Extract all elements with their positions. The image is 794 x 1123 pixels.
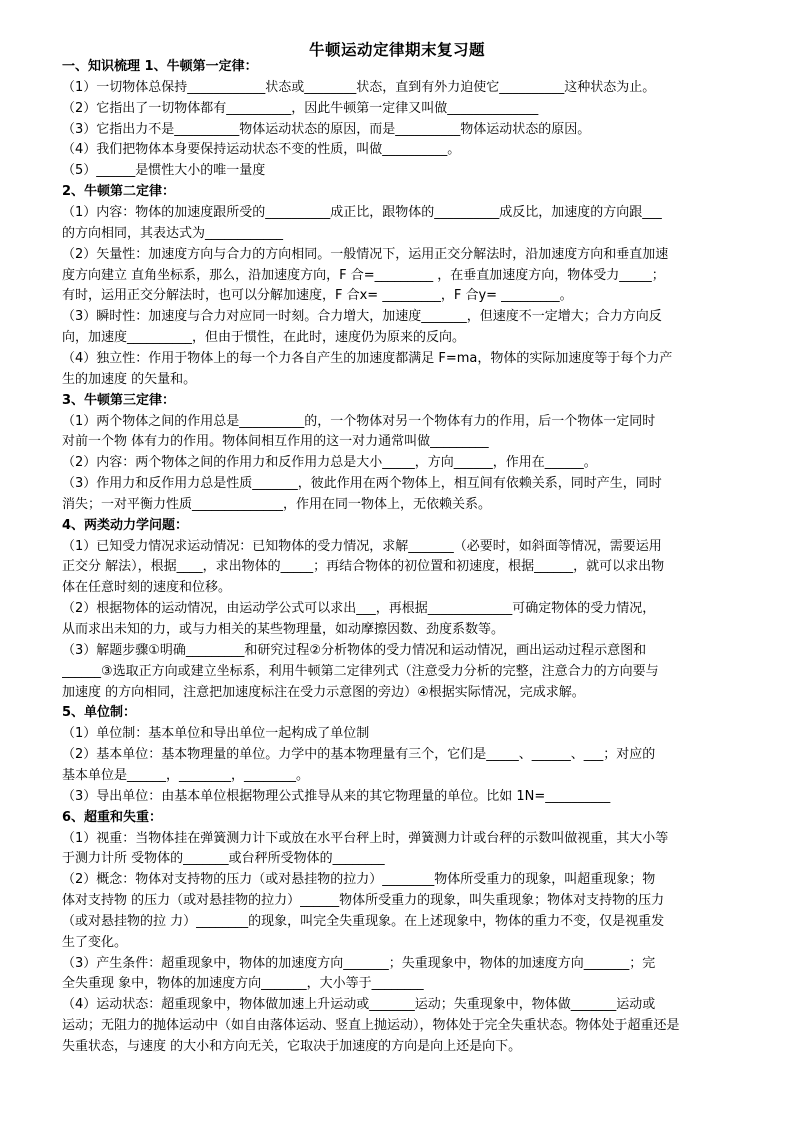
text-line: 对前一个物 体有力的作用。物体间相互作用的这一对力通常叫做_________ [62, 434, 489, 450]
text-line: （4）运动状态：超重现象中，物体做加速上升运动或_______运动；失重现象中，物体做_______运动或 [62, 997, 656, 1013]
text-line: 运动；无阻力的抛体运动中（如自由落体运动、竖直上抛运动），物体处于完全失重状态。物体处于超重还是 [62, 1018, 680, 1034]
text-line: （2）矢量性：加速度方向与合力的方向相同。一般情况下，运用正交分解法时，沿加速度方向和垂直加速 [62, 246, 669, 262]
text-line: 从而求出未知的力，或与力相关的某些物理量，如动摩擦因数、劲度系数等。 [62, 622, 505, 637]
text-line: 生的加速度 的矢量和。 [62, 371, 197, 387]
section-heading: 2、牛顿第二定律： [62, 184, 176, 200]
text-line: （2）概念：物体对支持物的压力（或对悬挂物的拉力）________物体所受重力的现象，叫超重现象；物 [62, 872, 656, 888]
text-line: 体在任意时刻的速度和位移。 [62, 580, 232, 596]
text-line: （4）我们把物体本身要保持运动状态不变的性质，叫做__________。 [62, 142, 461, 158]
section-heading: 一、知识梳理 1、牛顿第一定律： [62, 59, 258, 74]
text-line: （3）导出单位：由基本单位根据物理公式推导从来的其它物理量的单位。比如 1N=__________ [62, 788, 611, 804]
text-line: 度方向建立 直角坐标系，那么，沿加速度方向，F 合=_________ ，在垂直加速度方向，物体受力_____； [62, 267, 665, 283]
text-line: （1）视重：当物体挂在弹簧测力计下或放在水平台秤上时，弹簧测力计或台秤的示数叫做视重，其大小等 [62, 830, 669, 846]
section-heading: 4、两类动力学问题： [62, 517, 189, 533]
text-line: （1）内容：物体的加速度跟所受的__________成正比，跟物体的__________成反比，加速度的方向跟___ [62, 205, 662, 220]
text-line: 生了变化。 [62, 934, 128, 950]
text-line: 失重状态，与速度 的大小和方向无关，它取决于加速度的方向是向上还是向下。 [62, 1039, 522, 1054]
text-line: （3）瞬时性：加速度与合力对应同一时刻。合力增大，加速度_______，但速度不一定增大；合力方向反 [62, 309, 662, 325]
text-line: （2）根据物体的运动情况，由运动学公式可以求出___，再根据_____________可确定物体的受力情况， [62, 601, 656, 617]
text-line: 全失重现 象中，物体的加速度方向_______，大小等于________ [62, 976, 424, 992]
page-title: 牛顿运动定律期末复习题 [308, 41, 485, 59]
text-line: （3）它指出力不是__________物体运动状态的原因，而是__________物体运动状态的原因。 [62, 121, 591, 137]
text-line: 基本单位是______，________，________。 [62, 767, 310, 783]
text-line: ______③选取正方向或建立坐标系，利用牛顿第二定律列式（注意受力分析的完整，注意合力的方向要与 [62, 663, 659, 679]
text-line: 有时，运用正交分解法时，也可以分解加速度，F 合x= _________，F 合y= _________。 [62, 288, 573, 304]
section-heading: 6、超重和失重： [62, 809, 163, 825]
text-line: 向，加速度__________，但由于惯性，在此时，速度仍为原来的反向。 [62, 330, 466, 346]
text-line: 于测力计所 受物体的_______或台秤所受物体的________ [62, 851, 385, 867]
text-line: （4）独立性：作用于物体上的每一个力各自产生的加速度都满足 F=ma，物体的实际加速度等于每个力产 [62, 350, 673, 366]
text-line: （3）解题步骤①明确_________和研究过程②分析物体的受力情况和运动情况，画出运动过程示意图和 [62, 642, 647, 658]
text-line: （5）______是惯性大小的唯一量度 [62, 163, 266, 179]
text-line: 正交分 解法），根据____，求出物体的_____；再结合物体的初位置和初速度，根据______，就可以求出物 [62, 559, 665, 575]
text-line: （1）单位制：基本单位和导出单位一起构成了单位制 [62, 726, 370, 742]
text-line: （2）内容：两个物体之间的作用力和反作用力总是大小_____，方向______，作用在______。 [62, 455, 597, 471]
text-line: （或对悬挂物的拉 力）________的现象，叫完全失重现象。在上述现象中，物体的重力不变，仅是视重发 [62, 913, 665, 929]
text-line: 消失；一对平衡力性质______________，作用在同一物体上，无依赖关系。 [62, 496, 492, 512]
section-heading: 5、单位制： [62, 705, 137, 721]
text-line: 体对支持物 的压力（或对悬挂物的拉力）______物体所受重力的现象，叫失重现象；物体对支持物的压力 [62, 893, 665, 908]
text-line: （2）基本单位：基本物理量的单位。力学中的基本物理量有三个，它们是_____、______、___；对应的 [62, 747, 656, 763]
text-line: 加速度 的方向相同，注意把加速度标注在受力示意图的旁边）④根据实际情况，完成求解。 [62, 684, 585, 700]
text-line: （2）它指出了一切物体都有__________，因此牛顿第一定律又叫做______________ [62, 100, 539, 116]
text-line: （1）一切物体总保持____________状态或________状态，直到有外力迫使它__________这种状态为止。 [62, 79, 656, 95]
text-line: （3）作用力和反作用力总是性质_______，彼此作用在两个物体上，相互间有依赖关系，同时产生，同时 [62, 476, 662, 491]
text-line: （3）产生条件：超重现象中，物体的加速度方向_______；失重现象中，物体的加速度方向_______；完 [62, 955, 656, 971]
text-line: 的方向相同，其表达式为____________ [62, 225, 284, 241]
section-heading: 3、牛顿第三定律： [62, 392, 176, 408]
text-line: （1）已知受力情况求运动情况：已知物体的受力情况，求解_______（必要时，如斜面等情况，需要运用 [62, 538, 662, 554]
text-line: （1）两个物体之间的作用总是__________的，一个物体对另一个物体有力的作用，后一个物体一定同时 [62, 413, 656, 429]
